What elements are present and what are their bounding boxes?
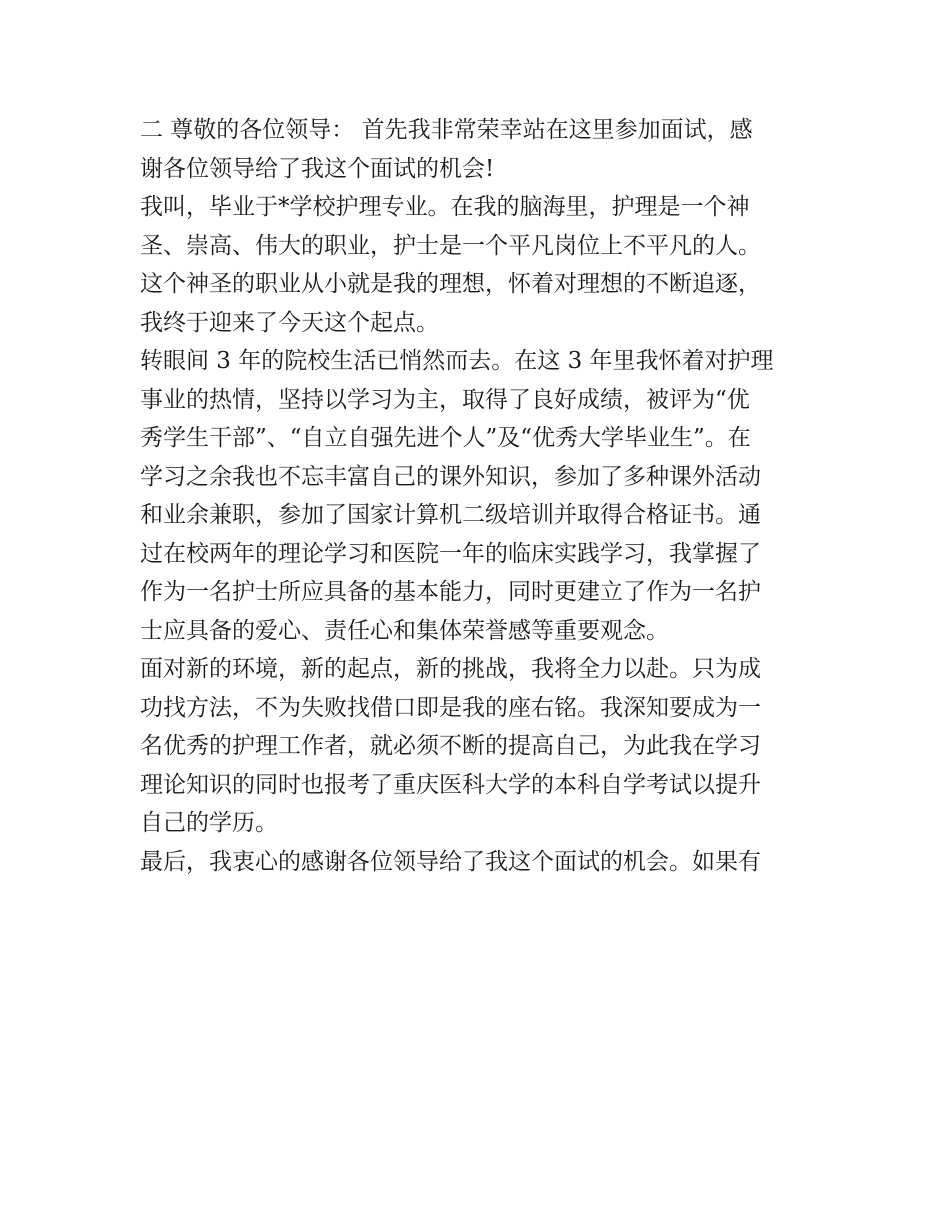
text-line: 作为一名护士所应具备的基本能力，同时更建立了作为一名护 [140,579,761,605]
text-line: 我终于迎来了今天这个起点。 [140,309,439,336]
paragraph-greeting [140,111,820,188]
text-line: 过在校两年的理论学习和医院一年的临床实践学习，我掌握了 [140,540,761,567]
text-line: 二 尊敬的各位领导： 首先我非常荣幸站在这里参加面试，感 [140,117,753,143]
text-line: 自己的学历。 [140,810,278,836]
text-line: 面对新的环境，新的起点，新的挑战，我将全力以赴。只为成 [140,656,761,682]
paragraph-new-challenge [140,650,820,843]
paragraph-school-life [140,342,820,650]
text-line: 圣、崇高、伟大的职业，护士是一个平凡岗位上不平凡的人。 [140,232,761,259]
text-line: 学习之余我也不忘丰富自己的课外知识，参加了多种课外活动 [140,463,761,490]
text-line: 功找方法，不为失败找借口即是我的座右铭。我深知要成为一 [140,694,761,721]
text-line: 秀学生干部”、“自立自强先进个人”及“优秀大学毕业生”。在 [140,425,751,451]
paragraph-closing [140,843,820,882]
text-line: 最后，我衷心的感谢各位领导给了我这个面试的机会。如果有 [140,848,761,875]
text-line: 谢各位领导给了我这个面试的机会! [140,155,495,182]
text-line: 和业余兼职，参加了国家计算机二级培训并取得合格证书。通 [140,502,761,528]
text-line: 我叫，毕业于*学校护理专业。在我的脑海里，护理是一个神 [140,194,750,220]
paragraph-introduction [140,188,820,342]
text-line: 这个神圣的职业从小就是我的理想，怀着对理想的不断追逐， [140,271,761,297]
text-line: 士应具备的爱心、责任心和集体荣誉感等重要观念。 [140,617,669,644]
text-line: 事业的热情，坚持以学习为主，取得了良好成绩，被评为“优 [140,386,750,413]
text-line: 名优秀的护理工作者，就必须不断的提高自己，为此我在学习 [140,733,761,759]
text-line: 理论知识的同时也报考了重庆医科大学的本科自学考试以提升 [140,771,761,798]
document-body [140,111,820,881]
text-line: 转眼间 3 年的院校生活已悄然而去。在这 3 年里我怀着对护理 [140,348,774,374]
